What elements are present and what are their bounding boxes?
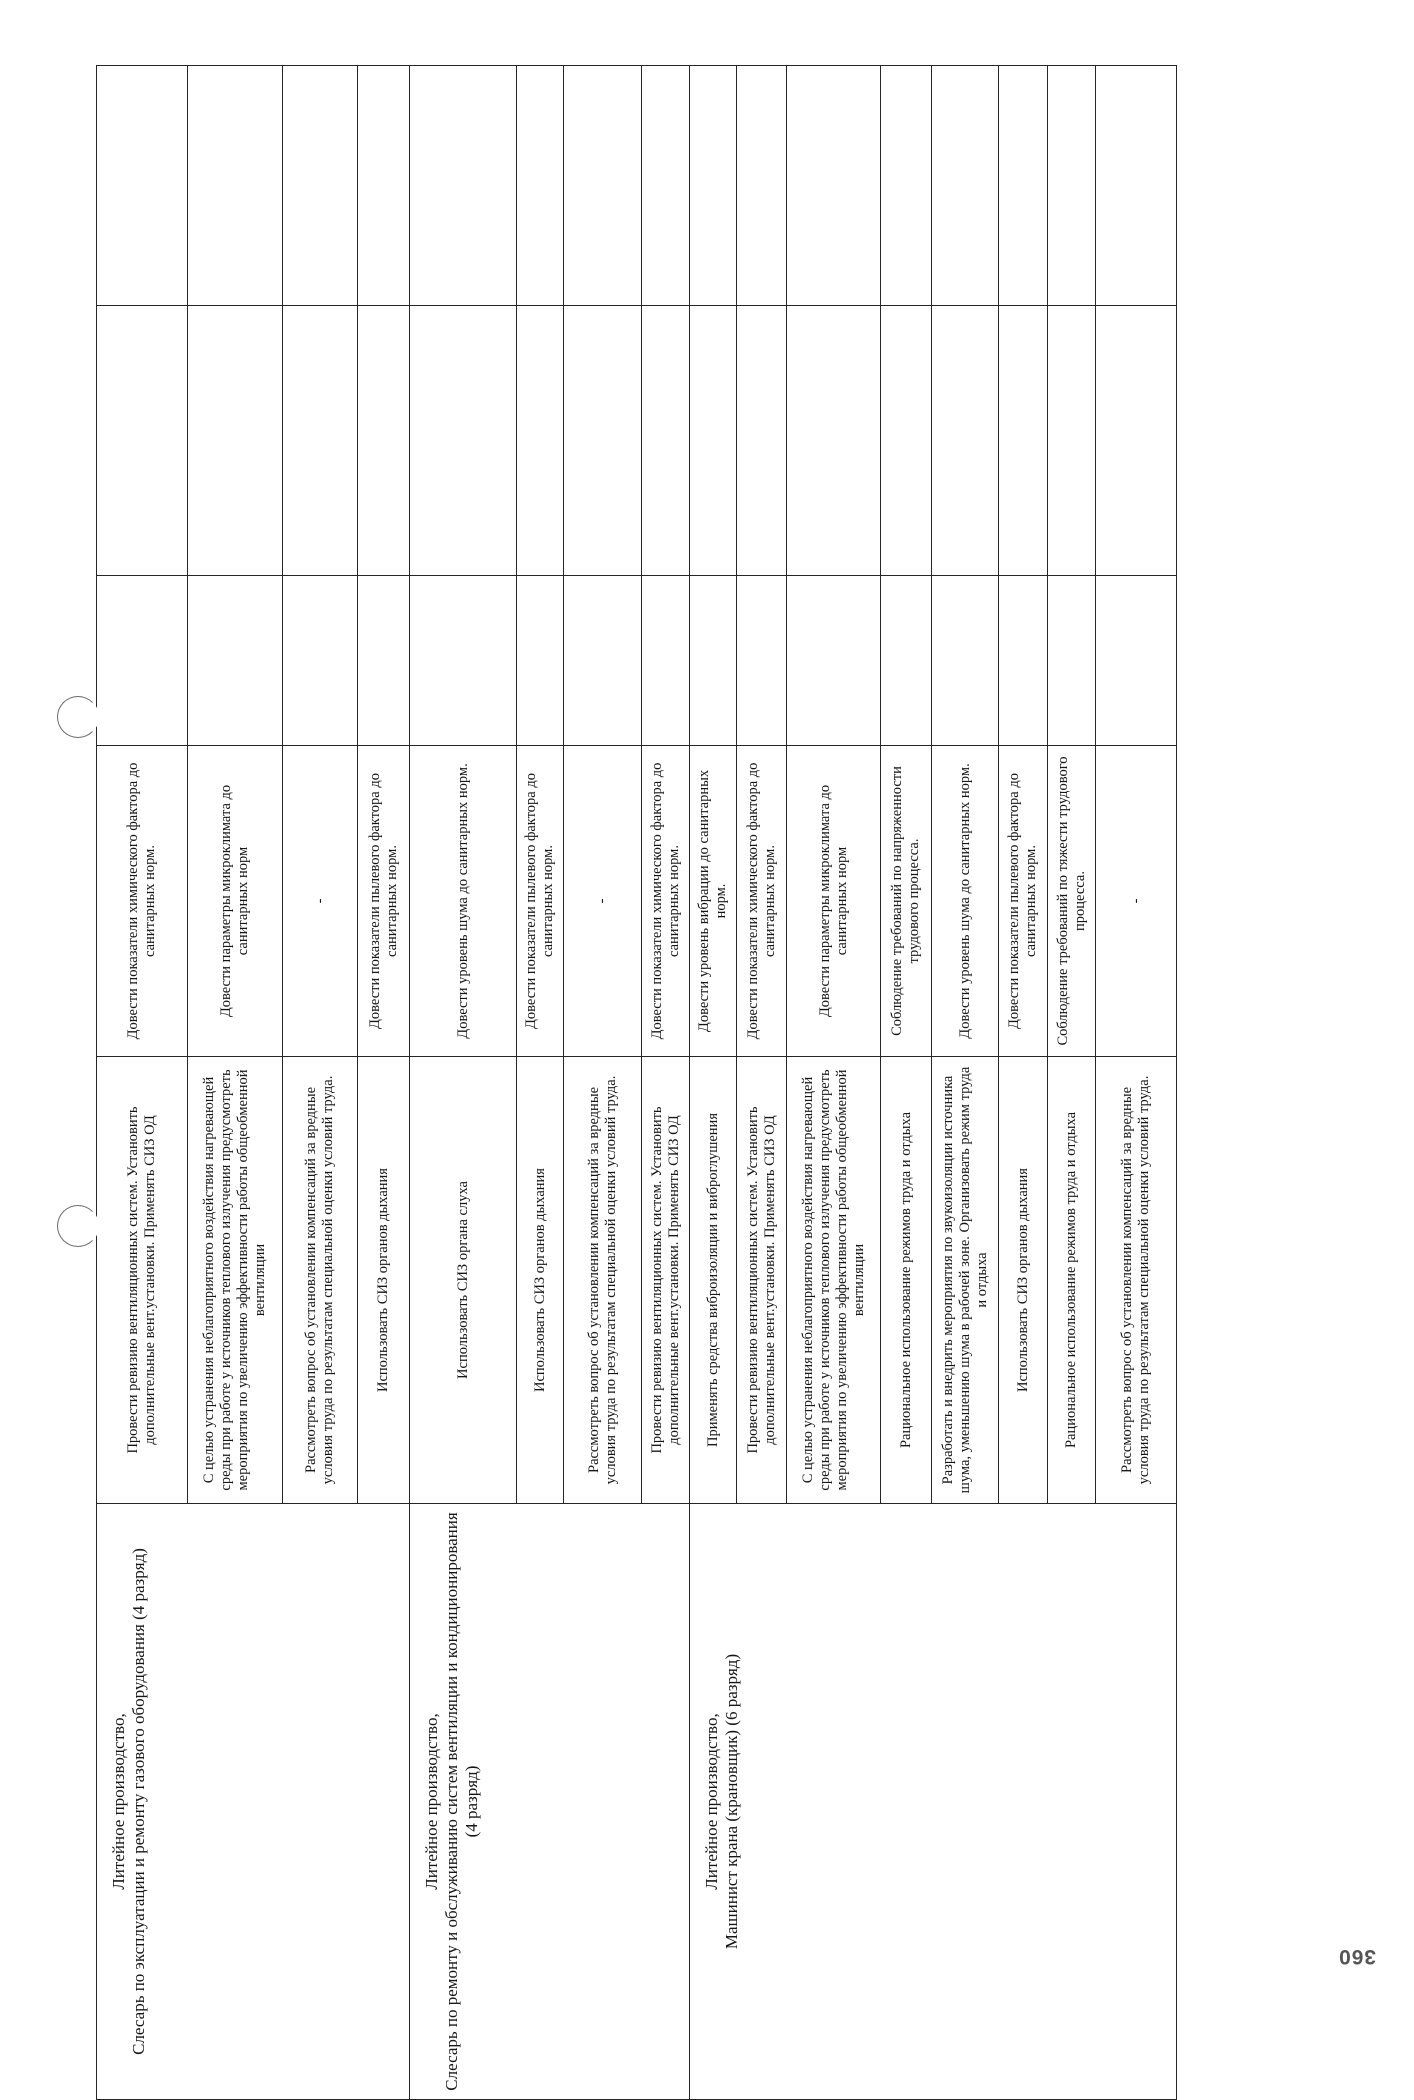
empty-cell [690,66,737,306]
empty-cell [932,576,999,746]
empty-cell [690,306,737,576]
measure-cell: Провести ревизию вентиляционных систем. Установить дополнительные вент.установки. Применять СИЗ ОД [642,1057,690,1504]
goal-cell: Довести показатели пылевого фактора до санитарных норм. [358,746,410,1057]
empty-cell [358,306,410,576]
empty-cell [642,306,690,576]
empty-cell [283,306,358,576]
empty-cell [358,66,410,306]
page-number: 360 [1338,1945,1377,1968]
measure-cell: Использовать СИЗ органа слуха [410,1057,517,1504]
empty-cell [932,306,999,576]
goal-cell: Довести параметры микроклимата до санитарных норм [787,746,881,1057]
measure-cell: Использовать СИЗ органов дыхания [999,1057,1048,1504]
workplace-cell: Литейное производство, Машинист крана (крановщик) (6 разряд) [690,1504,1177,2100]
goal-cell: Довести показатели пылевого фактора до санитарных норм. [517,746,564,1057]
goal-cell: Довести параметры микроклимата до санитарных норм [188,746,283,1057]
empty-cell [787,66,881,306]
empty-cell [517,306,564,576]
goal-cell: Довести уровень шума до санитарных норм. [932,746,999,1057]
measure-cell: Рассмотреть вопрос об установлении компенсаций за вредные условия труда по результатам специальной оценки условий труда. [283,1057,358,1504]
goal-cell: Довести уровень шума до санитарных норм. [410,746,517,1057]
measures-table [96,65,1177,2100]
empty-cell [1048,306,1096,576]
empty-cell [410,66,517,306]
empty-cell [517,66,564,306]
measure-cell: Рациональное использование режимов труда и отдыха [1048,1057,1096,1504]
empty-cell [999,66,1048,306]
empty-cell [283,66,358,306]
empty-cell [97,576,188,746]
empty-cell [999,306,1048,576]
punch-hole-mark [57,696,99,738]
goal-cell: - [1096,746,1177,1057]
empty-cell [932,66,999,306]
empty-cell [1096,576,1177,746]
empty-cell [564,306,642,576]
goal-cell: Довести показатели химического фактора до санитарных норм. [642,746,690,1057]
workplace-cell: Литейное производство, Слесарь по эксплуатации и ремонту газового оборудования (4 разряд) [97,1504,410,2100]
empty-cell [881,306,932,576]
measure-cell: С целью устранения неблагоприятного воздействия нагревающей среды при работе у источников теплового излучения предусмотреть мероприятия по увеличению эффективности работы общеобменной вентиляции [787,1057,881,1504]
goal-cell: Довести показатели химического фактора до санитарных норм. [737,746,787,1057]
measure-cell: Рассмотреть вопрос об установлении компенсаций за вредные условия труда по результатам специальной оценки условий труда. [1096,1057,1177,1504]
empty-cell [1048,576,1096,746]
empty-cell [97,66,188,306]
empty-cell [283,576,358,746]
workplace-cell: Литейное производство, Слесарь по ремонту и обслуживанию систем вентиляции и кондиционирования (4 разряд) [410,1504,690,2100]
empty-cell [188,66,283,306]
empty-cell [1096,306,1177,576]
goal-cell: Соблюдение требований по тяжести трудового процесса. [1048,746,1096,1057]
measure-cell: Провести ревизию вентиляционных систем. Установить дополнительные вент.установки. Применять СИЗ ОД [737,1057,787,1504]
empty-cell [564,66,642,306]
measure-cell: Использовать СИЗ органов дыхания [358,1057,410,1504]
measure-cell: Использовать СИЗ органов дыхания [517,1057,564,1504]
goal-cell: Довести показатели пылевого фактора до санитарных норм. [999,746,1048,1057]
measure-cell: Применять средства виброизоляции и виброглушения [690,1057,737,1504]
empty-cell [358,576,410,746]
empty-cell [737,66,787,306]
punch-hole-mark [57,1205,99,1247]
goal-cell: - [564,746,642,1057]
empty-cell [737,576,787,746]
goal-cell: Довести показатели химического фактора до санитарных норм. [97,746,188,1057]
measure-cell: С целью устранения неблагоприятного воздействия нагревающей среды при работе у источников теплового излучения предусмотреть мероприятия по увеличению эффективности работы общеобменной вентиляции [188,1057,283,1504]
empty-cell [1096,66,1177,306]
empty-cell [97,306,188,576]
empty-cell [642,66,690,306]
empty-cell [787,306,881,576]
rotated-document-page [96,66,1176,2100]
measure-cell: Рассмотреть вопрос об установлении компенсаций за вредные условия труда по результатам специальной оценки условий труда. [564,1057,642,1504]
empty-cell [787,576,881,746]
measure-cell: Провести ревизию вентиляционных систем. Установить дополнительные вент.установки. Применять СИЗ ОД [97,1057,188,1504]
empty-cell [881,576,932,746]
empty-cell [1048,66,1096,306]
empty-cell [188,306,283,576]
empty-cell [188,576,283,746]
empty-cell [642,576,690,746]
goal-cell: Довести уровень вибрации до санитарных норм. [690,746,737,1057]
empty-cell [690,576,737,746]
table-row [690,66,737,2100]
table-row [410,66,517,2100]
empty-cell [517,576,564,746]
empty-cell [564,576,642,746]
table-row [97,66,188,2100]
goal-cell: Соблюдение требований по напряженности трудового процесса. [881,746,932,1057]
empty-cell [737,306,787,576]
measure-cell: Разработать и внедрить мероприятия по звукоизоляции источника шума, уменьшению шума в рабочей зоне. Организовать режим труда и отдыха [932,1057,999,1504]
measure-cell: Рациональное использование режимов труда и отдыха [881,1057,932,1504]
empty-cell [999,576,1048,746]
empty-cell [410,306,517,576]
empty-cell [881,66,932,306]
goal-cell: - [283,746,358,1057]
empty-cell [410,576,517,746]
